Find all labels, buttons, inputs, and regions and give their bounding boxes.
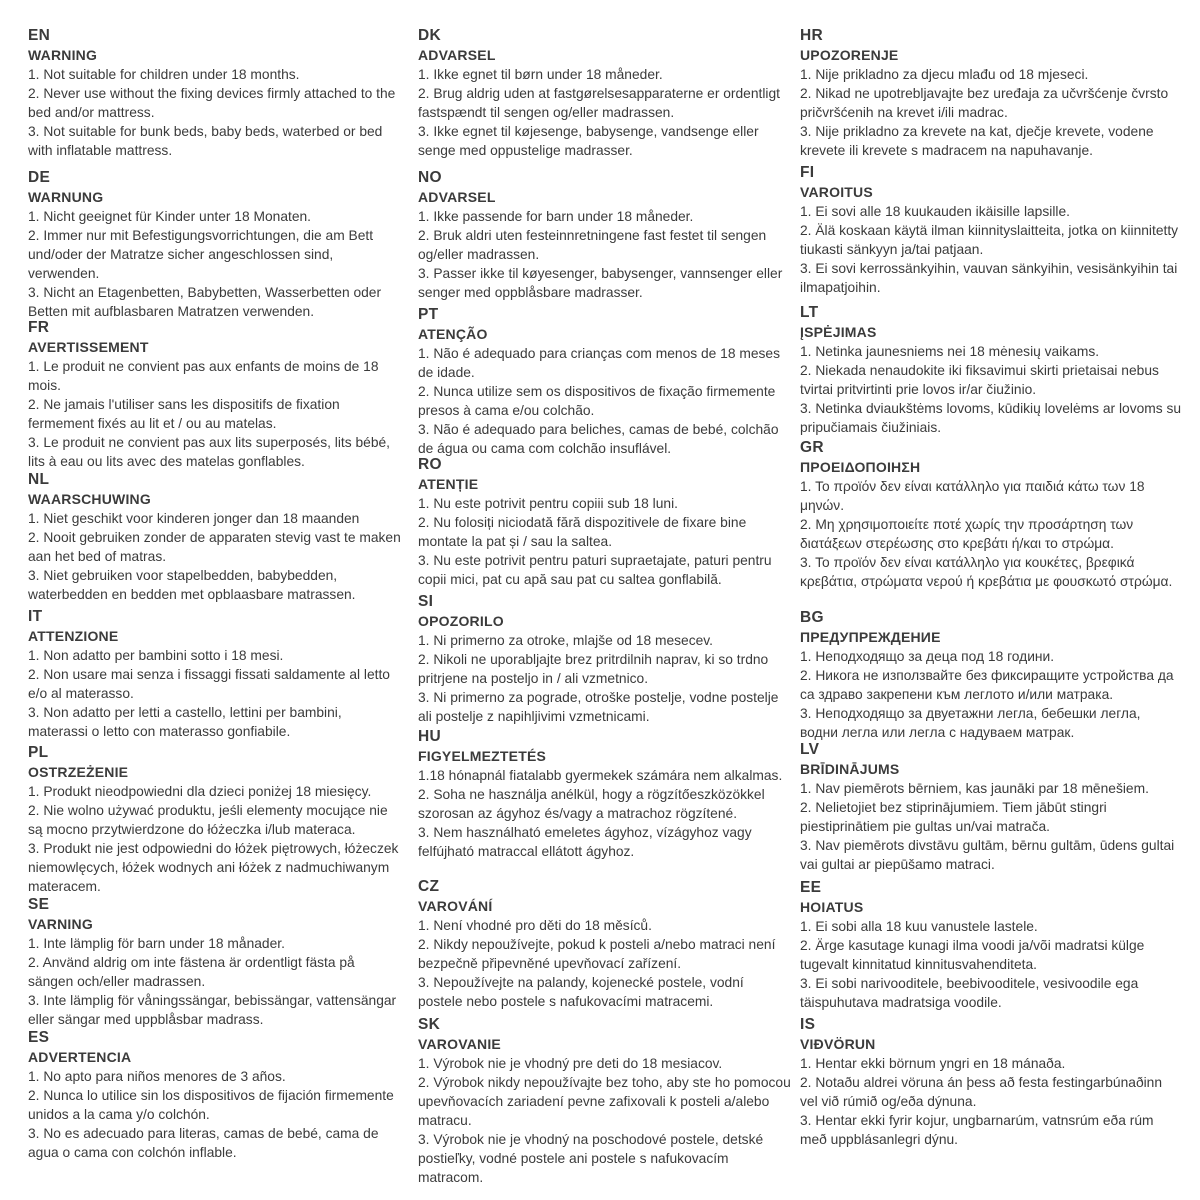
language-code: DE: [28, 169, 51, 186]
warning-title: VAROVÁNÍ: [418, 898, 493, 914]
language-section-dk: [418, 26, 792, 160]
warning-item: 1. Το προϊόν δεν είναι κατάλληλο για παιδιά κάτω των 18 μηνών.: [800, 479, 1145, 513]
language-code: FI: [800, 164, 815, 181]
warning-item: 2. Nikdy nepoužívejte, pokud k posteli a/nebo matraci není bezpečně připevněné upevňovací zařízení.: [418, 937, 776, 971]
language-code: RO: [418, 456, 442, 473]
warning-item: 3. Nepoužívejte na palandy, kojenecké postele, vodní postele nebo postele s nafukovacími matracemi.: [418, 975, 744, 1009]
language-section-ee: [800, 878, 1182, 1012]
warning-item: 2. Använd aldrig om inte fästena är ordentligt fästa på sängen och/eller madrassen.: [28, 955, 355, 989]
warning-item: 2. Výrobok nikdy nepoužívajte bez toho, aby ste ho pomocou upevňovacích zariadení pevne zafixovali k posteli a/alebo matracu.: [418, 1075, 791, 1128]
language-section-pl: [28, 743, 402, 896]
language-section-lv: [800, 740, 1182, 874]
warning-title: VARNING: [28, 916, 93, 932]
warning-title: ADVARSEL: [418, 47, 496, 63]
language-section-no: [418, 168, 792, 302]
warning-item: 1. Ei sovi alle 18 kuukauden ikäisille lapsille.: [800, 204, 1070, 219]
warning-item: 3. Výrobok nie je vhodný na poschodové postele, detské postieľky, vodné postele ani postele s nafukovacím matracom.: [418, 1132, 764, 1185]
warning-title: OPOZORILO: [418, 613, 504, 629]
warning-item: 1. Netinka jaunesniems nei 18 mėnesių vaikams.: [800, 344, 1100, 359]
language-section-is: [800, 1015, 1182, 1149]
warning-items: [800, 1054, 1182, 1149]
language-section-cz: [418, 877, 792, 1011]
warning-title: ПРЕДУПРЕЖДЕНИЕ: [800, 629, 941, 645]
warning-items: [418, 207, 792, 302]
warning-items: [418, 65, 792, 160]
language-section-lt: [800, 303, 1182, 437]
warning-item: 2. Ärge kasutage kunagi ilma voodi ja/või madratsi külge tugevalt kinnitatud kinnitusvahenditeta.: [800, 938, 1145, 972]
warning-item: 1. Nav piemērots bērniem, kas jaunāki par 18 mēnešiem.: [800, 781, 1149, 796]
warning-item: 3. Produkt nie jest odpowiedni do łóżek piętrowych, łóżeczek niemowlęcych, łóżek wodnych ani łóżek z nadmuchiwanym materacem.: [28, 841, 399, 894]
warning-items: [800, 917, 1182, 1012]
warning-title: WAARSCHUWING: [28, 491, 151, 507]
warning-item: 3. Ikke egnet til køjesenge, babysenge, vandsenge eller senge med oppustelige madrasser.: [418, 124, 759, 158]
warning-title: UPOZORENJE: [800, 47, 899, 63]
warning-item: 3. Nije prikladno za krevete na kat, dječje krevete, vodene krevete ili krevete s madracem na napuhavanje.: [800, 124, 1154, 158]
language-section-fi: [800, 163, 1182, 297]
language-code: DK: [418, 27, 441, 44]
column-3: [800, 26, 1182, 1186]
warning-item: 3. Niet gebruiken voor stapelbedden, babybedden, waterbedden en bedden met opblaasbare matrassen.: [28, 568, 356, 602]
warning-item: 2. Nooit gebruiken zonder de apparaten stevig vast te maken aan het bed of matras.: [28, 530, 401, 564]
warning-items: [28, 509, 402, 604]
warning-item: 3. Inte lämplig för våningssängar, bebissängar, vattensängar eller sängar med uppblåsbar madrass.: [28, 993, 397, 1027]
warning-items: [800, 647, 1182, 742]
warning-item: 3. Le produit ne convient pas aux lits superposés, lits bébé, lits à eau ou lits avec des matelas gonflables.: [28, 435, 391, 469]
language-code: NO: [418, 169, 442, 186]
column-2: [418, 26, 792, 1186]
language-section-hr: [800, 26, 1182, 160]
warning-item: 1. Nije prikladno za djecu mlađu od 18 mjeseci.: [800, 67, 1089, 82]
warning-items: [418, 766, 792, 861]
language-code: IS: [800, 1016, 816, 1033]
language-code: SK: [418, 1016, 441, 1033]
language-section-si: [418, 592, 792, 726]
warning-item: 1. Non adatto per bambini sotto i 18 mesi.: [28, 648, 284, 663]
language-code: SI: [418, 593, 434, 610]
warning-item: 2. Soha ne használja anélkül, hogy a rögzítőeszközökkel szorosan az ágyhoz és/vagy a matrachoz rögzítené.: [418, 787, 765, 821]
warning-item: 1. Неподходящо за деца под 18 години.: [800, 649, 1055, 664]
warning-item: 1. Niet geschikt voor kinderen jonger dan 18 maanden: [28, 511, 360, 526]
language-section-en: [28, 26, 402, 160]
warning-item: 1. Produkt nieodpowiedni dla dzieci poniżej 18 miesięcy.: [28, 784, 372, 799]
warning-item: 1. Ikke passende for barn under 18 måneder.: [418, 209, 694, 224]
language-code: GR: [800, 439, 824, 456]
language-code: HR: [800, 27, 823, 44]
warning-title: AVERTISSEMENT: [28, 339, 149, 355]
warning-title: HOIATUS: [800, 899, 864, 915]
warning-items: [800, 342, 1182, 437]
language-code: CZ: [418, 878, 440, 895]
warning-title: ĮSPĖJIMAS: [800, 324, 877, 340]
warning-items: [800, 477, 1182, 591]
warning-items: [28, 65, 402, 160]
warning-item: 1. No apto para niños menores de 3 años.: [28, 1069, 286, 1084]
warning-item: 1. Ni primerno za otroke, mlajše od 18 mesecev.: [418, 633, 713, 648]
language-section-ro: [418, 455, 792, 589]
warning-item: 2. Nu folosiți niciodată fără dispozitivele de fixare bine montate la pat și / sau la saltea.: [418, 515, 747, 549]
warning-item: 3. Nu este potrivit pentru paturi supraetajate, paturi pentru copii mici, pat cu apă sau pat cu saltea gonflabilă.: [418, 553, 772, 587]
warning-items: [800, 65, 1182, 160]
warning-item: 3. Hentar ekki fyrir kojur, ungbarnarúm, vatnsrúm eða rúm með uppblásanlegri dýnu.: [800, 1113, 1154, 1147]
warning-item: 3. Ni primerno za pograde, otroške postelje, vodne postelje ali postelje z napihljivimi vzmetnicami.: [418, 690, 779, 724]
warning-title: BRĪDINĀJUMS: [800, 761, 900, 777]
warning-title: OSTRZEŻENIE: [28, 764, 129, 780]
language-section-de: [28, 168, 402, 321]
warning-item: 2. Ne jamais l'utiliser sans les dispositifs de fixation fermement fixés au lit et / ou au matelas.: [28, 397, 340, 431]
warning-item: 3. Το προϊόν δεν είναι κατάλληλο για κουκέτες, βρεφικά κρεβάτια, στρώματα νερού ή κρεβάτια με φουσκωτό στρώμα.: [800, 555, 1173, 589]
language-section-pt: [418, 305, 792, 458]
warning-item: 1. Ikke egnet til børn under 18 måneder.: [418, 67, 663, 82]
warning-item: 2. Nelietojiet bez stiprinājumiem. Tiem jābūt stingri piestiprinātiem pie gultas un/vai matrača.: [800, 800, 1107, 834]
warning-item: 2. Never use without the fixing devices firmly attached to the bed and/or mattress.: [28, 86, 396, 120]
warning-item: 3. Não é adequado para beliches, camas de bebé, colchão de água ou cama com colchão insuflável.: [418, 422, 779, 456]
warning-title: VIÐVÖRUN: [800, 1036, 876, 1052]
language-code: HU: [418, 728, 441, 745]
column-1: [28, 26, 402, 1186]
language-code: BG: [800, 609, 824, 626]
warning-title: VAROITUS: [800, 184, 873, 200]
warning-item: 3. Ei sobi narivooditele, beebivooditele, vesivoodile ega täispuhutava madratsiga voodile.: [800, 976, 1139, 1010]
language-code: NL: [28, 471, 50, 488]
warning-item: 2. Μη χρησιμοποιείτε ποτέ χωρίς την προσάρτηση των διατάξεων στερέωσης στο κρεβάτι ή/και το στρώμα.: [800, 517, 1134, 551]
language-section-hu: [418, 727, 792, 861]
warning-item: 3. Non adatto per letti a castello, lettini per bambini, materassi o letto con materasso gonfiabile.: [28, 705, 342, 739]
warning-title: ATENȚIE: [418, 476, 479, 492]
warning-items: [800, 202, 1182, 297]
warning-items: [28, 357, 402, 471]
warning-item: 2. Niekada nenaudokite iki fiksavimui skirti prietaisai nebus tvirtai pritvirtinti prie lovos ir/ar čiužinio.: [800, 363, 1159, 397]
warning-items: [418, 916, 792, 1011]
language-code: LT: [800, 304, 819, 321]
warning-item: 2. Nunca lo utilice sin los dispositivos de fijación firmemente unidos a la cama y/o colchón.: [28, 1088, 394, 1122]
warning-items: [28, 207, 402, 321]
language-code: IT: [28, 608, 43, 625]
warning-item: 1. Not suitable for children under 18 months.: [28, 67, 300, 82]
warning-item: 1. Hentar ekki börnum yngri en 18 mánaða.: [800, 1056, 1066, 1071]
language-section-sk: [418, 1015, 792, 1187]
warning-title: ATENÇÃO: [418, 326, 488, 342]
language-section-fr: [28, 318, 402, 471]
warning-item: 1.18 hónapnál fiatalabb gyermekek számára nem alkalmas.: [418, 768, 783, 783]
warning-item: 1. Ei sobi alla 18 kuu vanustele lastele.: [800, 919, 1038, 934]
warning-title: WARNUNG: [28, 189, 104, 205]
warning-item: 3. Неподходящо за двуетажни легла, бебешки легла, водни легла или легла с надуваем матрак.: [800, 706, 1141, 740]
warning-item: 2. Никога не използвайте без фиксиращите устройства да са здраво закрепени към леглото и/или матрака.: [800, 668, 1174, 702]
warning-item: 3. Not suitable for bunk beds, baby beds, waterbed or bed with inflatable mattress.: [28, 124, 383, 158]
warning-item: 2. Immer nur mit Befestigungsvorrichtungen, die am Bett und/oder der Matratze sicher angeschlossen sind, verwenden.: [28, 228, 374, 281]
language-code: PL: [28, 744, 49, 761]
warning-item: 3. Nicht an Etagenbetten, Babybetten, Wasserbetten oder Betten mit aufblasbaren Matratzen verwenden.: [28, 285, 382, 319]
warning-item: 3. Nem használható emeletes ágyhoz, vízágyhoz vagy felfújható matraccal ellátott ágyhoz.: [418, 825, 752, 859]
warning-item: 1. Není vhodné pro děti do 18 měsíců.: [418, 918, 652, 933]
warning-items: [28, 934, 402, 1029]
warning-item: 3. Passer ikke til køyesenger, babysenger, vannsenger eller senger med oppblåsbare madrasser.: [418, 266, 783, 300]
language-code: SE: [28, 896, 50, 913]
warning-items: [418, 1054, 792, 1187]
warning-item: 1. Não é adequado para crianças com menos de 18 meses de idade.: [418, 346, 780, 380]
warning-item: 1. Nu este potrivit pentru copiii sub 18 luni.: [418, 496, 678, 511]
warning-item: 2. Brug aldrig uden at fastgørelsesapparaterne er ordentligt fastspændt til sengen og/eller madrassen.: [418, 86, 780, 120]
warning-items: [800, 779, 1182, 874]
language-code: EN: [28, 27, 51, 44]
warning-title: ΠΡΟΕΙΔΟΠΟΙΗΣΗ: [800, 459, 921, 475]
language-code: EE: [800, 879, 822, 896]
warning-item: 1. Inte lämplig för barn under 18 månader.: [28, 936, 285, 951]
warning-items: [418, 631, 792, 726]
warning-items: [28, 1067, 402, 1162]
warning-item: 3. No es adecuado para literas, camas de bebé, cama de agua o cama con colchón inflable.: [28, 1126, 379, 1160]
warning-title: WARNING: [28, 47, 98, 63]
warning-items: [28, 646, 402, 741]
language-code: PT: [418, 306, 439, 323]
warning-title: VAROVANIE: [418, 1036, 501, 1052]
language-code: ES: [28, 1029, 50, 1046]
warning-item: 1. Le produit ne convient pas aux enfants de moins de 18 mois.: [28, 359, 379, 393]
warning-item: 2. Nie wolno używać produktu, jeśli elementy mocujące nie są mocno przytwierdzone do łóżeczka i/lub materaca.: [28, 803, 388, 837]
warning-item: 2. Älä koskaan käytä ilman kiinnityslaitteita, jotka on kiinnitetty tiukasti sänkyyn ja/tai patjaan.: [800, 223, 1179, 257]
warning-item: 2. Nikad ne upotrebljavajte bez uređaja za učvršćenje čvrsto pričvršćenih na krevet i/ili madrac.: [800, 86, 1169, 120]
warning-items: [418, 494, 792, 589]
warning-item: 3. Nav piemērots divstāvu gultām, bērnu gultām, ūdens gultai vai gultai ar piepūšamo matraci.: [800, 838, 1175, 872]
language-section-it: [28, 607, 402, 741]
warning-item: 1. Výrobok nie je vhodný pre deti do 18 mesiacov.: [418, 1056, 723, 1071]
language-code: LV: [800, 741, 820, 758]
language-section-bg: [800, 608, 1182, 742]
warning-item: 2. Non usare mai senza i fissaggi fissati saldamente al letto e/o al materasso.: [28, 667, 390, 701]
warning-item: 2. Notaðu aldrei vöruna án þess að festa festingarbúnaðinn vel við rúmið og/eða dýnuna.: [800, 1075, 1163, 1109]
warning-items: [418, 344, 792, 458]
warning-item: 3. Netinka dviaukštėms lovoms, kūdikių lovelėms ar lovoms su pripučiamais čiužiniais.: [800, 401, 1182, 435]
language-section-es: [28, 1028, 402, 1162]
language-section-se: [28, 895, 402, 1029]
warning-items: [28, 782, 402, 896]
warning-item: 2. Bruk aldri uten festeinnretningene fast festet til sengen og/eller madrassen.: [418, 228, 767, 262]
warning-item: 1. Nicht geeignet für Kinder unter 18 Monaten.: [28, 209, 312, 224]
warning-item: 3. Ei sovi kerrossänkyihin, vauvan sänkyihin, vesisänkyihin tai ilmapatjoihin.: [800, 261, 1178, 295]
language-section-gr: [800, 438, 1182, 591]
language-code: FR: [28, 319, 50, 336]
warning-item: 2. Nikoli ne uporabljajte brez pritrdilnih naprav, ki so trdno pritrjene na posteljo in / ali vzmetnico.: [418, 652, 769, 686]
warning-title: ADVARSEL: [418, 189, 496, 205]
warning-title: ATTENZIONE: [28, 628, 119, 644]
warning-title: FIGYELMEZTETÉS: [418, 748, 547, 764]
warning-title: ADVERTENCIA: [28, 1049, 132, 1065]
warning-item: 2. Nunca utilize sem os dispositivos de fixação firmemente presos à cama e/ou colchão.: [418, 384, 776, 418]
language-section-nl: [28, 470, 402, 604]
